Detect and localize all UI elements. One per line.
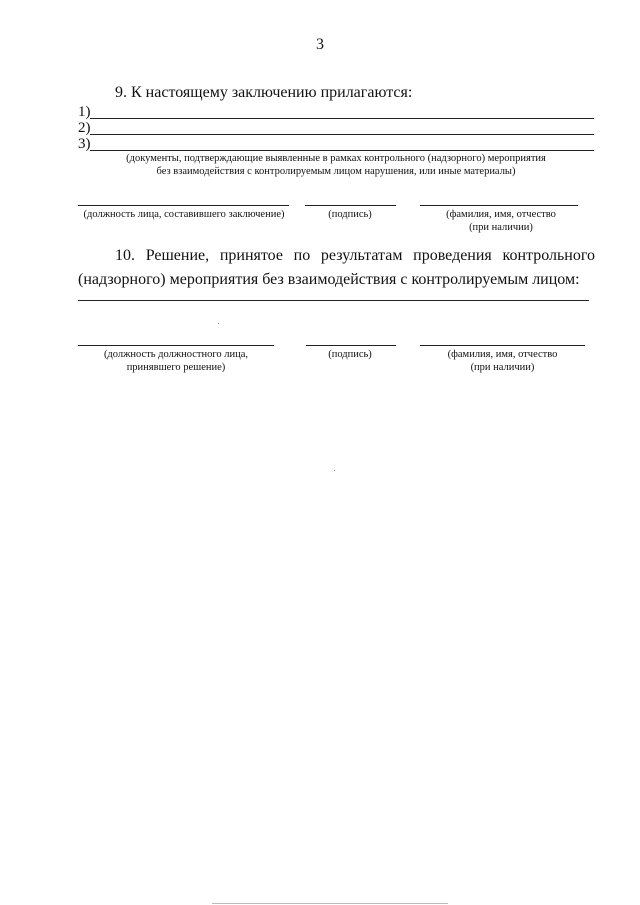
attachment-row-1 — [78, 103, 594, 119]
s10-name-caption-line-1: (фамилия, имя, отчество — [447, 349, 558, 360]
attachment-number-1: 1) — [78, 104, 91, 120]
s9-signature-line — [305, 205, 396, 206]
s10-position-caption-line-1: (должность должностного лица, — [103, 349, 249, 360]
s9-name-caption — [420, 208, 582, 234]
attachment-line-3 — [90, 150, 594, 151]
s10-name-caption-line-2: (при наличии) — [470, 362, 535, 373]
s10-position-caption — [78, 348, 274, 374]
s10-name-line — [420, 345, 585, 346]
attachment-number-3: 3) — [78, 136, 91, 152]
s9-position-caption: (должность лица, составившего заключение) — [83, 209, 285, 220]
s10-signature-line — [306, 345, 396, 346]
s9-name-caption-line-1: (фамилия, имя, отчество — [446, 209, 556, 220]
section-10-paragraph: 10. Решение, принятое по результатам проведения контрольного (надзорного) мероприятия без взаимодействия с контролируемым лицом: — [78, 247, 595, 288]
documents-caption — [78, 152, 594, 178]
s9-name-caption-line-2: (при наличии) — [469, 222, 533, 233]
scan-edge-line — [212, 903, 448, 904]
s9-name-line — [420, 205, 578, 206]
attachment-row-3 — [78, 135, 594, 151]
page-number: 3 — [316, 36, 324, 53]
documents-caption-line-1: (документы, подтверждающие выявленные в рамках контрольного (надзорного) мероприятия — [126, 153, 546, 164]
section-9-heading: 9. К настоящему заключению прилагаются: — [115, 84, 413, 101]
s9-signature-caption: (подпись) — [328, 209, 372, 220]
attachment-number-2: 2) — [78, 120, 91, 136]
s10-position-line — [78, 345, 274, 346]
scan-speck-2 — [334, 470, 335, 471]
s10-decision-line — [78, 300, 589, 301]
s10-position-caption-line-2: принявшего решение) — [126, 362, 226, 373]
s10-name-caption — [420, 348, 585, 374]
documents-caption-line-2: без взаимодействия с контролируемым лицом нарушения, или иные материалы) — [156, 166, 516, 177]
s9-position-line — [78, 205, 289, 206]
attachment-row-2 — [78, 119, 594, 135]
scan-speck — [218, 323, 219, 324]
s10-signature-caption: (подпись) — [328, 349, 372, 360]
